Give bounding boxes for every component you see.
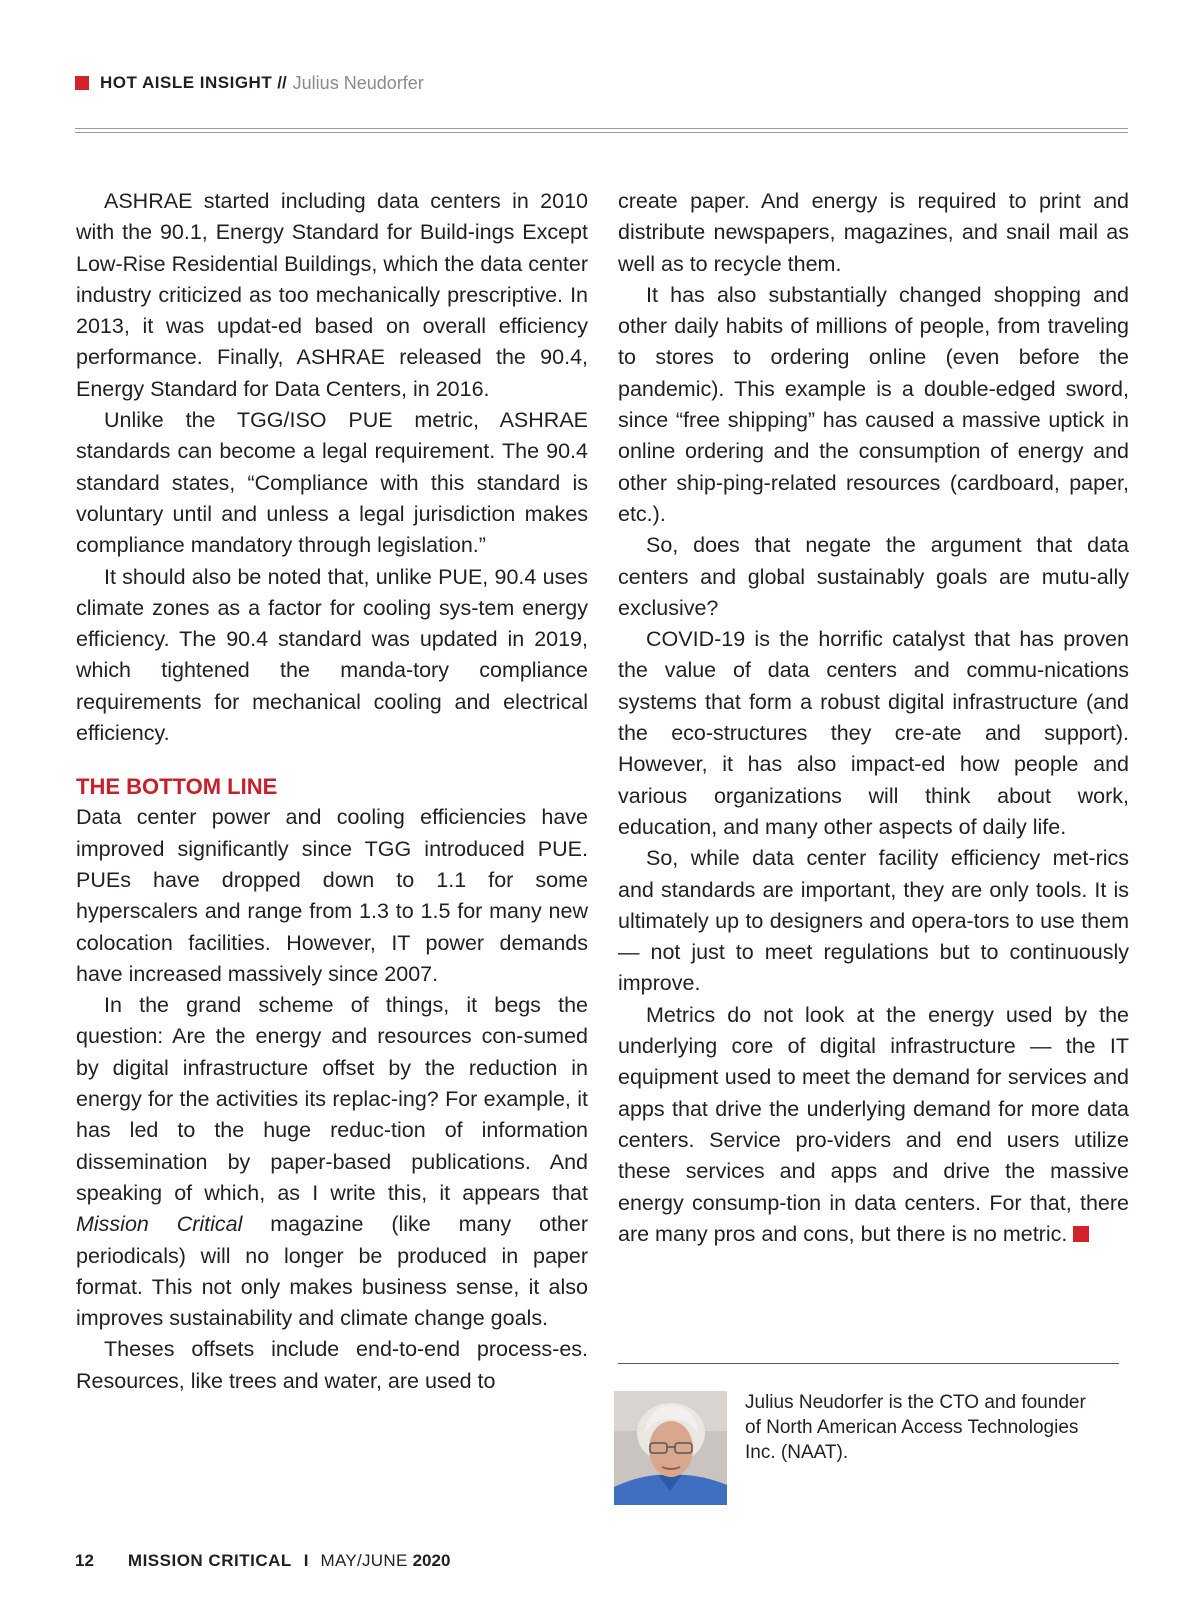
page-number: 12: [75, 1551, 94, 1570]
paragraph: It should also be noted that, unlike PUE, 90.4 uses climate zones as a factor for cooling sys-tem energy efficiency. The 90.4 standard was updated in 2019, which tightened the manda-tory compliance requirements for mechanical cooling and electrical efficiency.: [76, 564, 588, 746]
paragraph: Theses offsets include end-to-end process-es. Resources, like trees and water, are used to: [76, 1337, 588, 1393]
section-heading: THE BOTTOM LINE: [76, 774, 278, 800]
magazine-title: Mission Critical: [76, 1212, 243, 1237]
running-header: [75, 71, 424, 95]
bio-divider: [618, 1363, 1119, 1364]
paragraph-text: In the grand scheme of things, it begs the question: Are the energy and resources con-sumed by digital infrastructure offset by the reduction in energy for the activities its replac-ing? For example, it has led to the huge reduc-tion of information dissemination by paper-based publications. And speaking of which, as I write this, it appears that: [76, 993, 588, 1205]
paragraph: It has also substantially changed shopping and other daily habits of millions of people, from traveling to stores to ordering online (even before the pandemic). This example is a double-edged sword, since “free shipping” has caused a massive uptick in online ordering and the consumption of energy and other ship-ping-related resources (cardboard, paper, etc.).: [618, 282, 1129, 526]
footer-separator: I: [303, 1551, 309, 1570]
section-marker-icon: [75, 76, 89, 90]
paragraph: create paper. And energy is required to print and distribute newspapers, magazines, and snail mail as well as to recycle them.: [618, 189, 1129, 276]
section-name: HOT AISLE INSIGHT: [100, 73, 273, 92]
paragraph: Data center power and cooling efficiencies have improved significantly since TGG introduced PUE. PUEs have dropped down to 1.1 for some hyperscalers and range from 1.3 to 1.5 for many new colocation facilities. However, IT power demands have increased massively since 2007.: [76, 805, 588, 986]
paragraph: Unlike the TGG/ISO PUE metric, ASHRAE standards can become a legal requirement. The 90.4 standard states, “Compliance with this standard is voluntary until and unless a legal jurisdiction makes compliance mandatory through legislation.”: [76, 408, 588, 558]
header-rule-2: [75, 132, 1128, 133]
author-bio: Julius Neudorfer is the CTO and founder of North American Access Technologies Inc. (NAAT).: [745, 1392, 1086, 1463]
issue-date: MAY/JUNE: [320, 1551, 408, 1570]
header-author: Julius Neudorfer: [292, 72, 424, 93]
article-column-left: [76, 186, 588, 1397]
paragraph-text: Metrics do not look at the energy used by the underlying core of digital infrastructure — the IT equipment used to meet the demand for services and apps that drive the underlying demand for more data centers. Service pro-viders and end users utilize these services and apps and drive the massive energy consump-tion in data centers. For that, there are many pros and cons, but there is no metric.: [618, 1002, 1129, 1246]
paragraph: So, does that negate the argument that data centers and global sustainably goals are mutu-ally exclusive?: [618, 533, 1129, 620]
issue-year: 2020: [412, 1551, 451, 1570]
author-portrait-icon: [614, 1391, 727, 1505]
page-footer: [75, 1549, 450, 1573]
paragraph: So, while data center facility efficiency met-rics and standards are important, they are only tools. It is ultimately up to designers and opera-tors to use them — not just to meet regulations but to continuously improve.: [618, 846, 1129, 996]
paragraph: COVID-19 is the horrific catalyst that has proven the value of data centers and commu-nications systems that form a robust digital infrastructure (and the eco-structures they cre-ate and support). However, it has also impact-ed how people and various organizations will think about work, education, and many other aspects of daily life.: [618, 627, 1129, 839]
paragraph: [76, 990, 588, 1334]
paragraph-text: magazine (like many other periodicals) will no longer be produced in paper format. This not only makes business sense, it also improves sustainability and climate change goals.: [76, 1212, 588, 1331]
author-photo: [614, 1391, 727, 1505]
header-separator: //: [277, 73, 287, 92]
header-rule-1: [75, 128, 1128, 129]
paragraph: [618, 1000, 1129, 1250]
end-of-article-icon: [1073, 1226, 1089, 1242]
article-column-right: [618, 186, 1129, 1250]
paragraph: ASHRAE started including data centers in 2010 with the 90.1, Energy Standard for Build-ings Except Low-Rise Residential Buildings, which the data center industry criticized as too mechanically prescriptive. In 2013, it was updat-ed based on overall efficiency performance. Finally, ASHRAE released the 90.4, Energy Standard for Data Centers, in 2016.: [76, 189, 588, 401]
magazine-name: MISSION CRITICAL: [127, 1551, 292, 1570]
